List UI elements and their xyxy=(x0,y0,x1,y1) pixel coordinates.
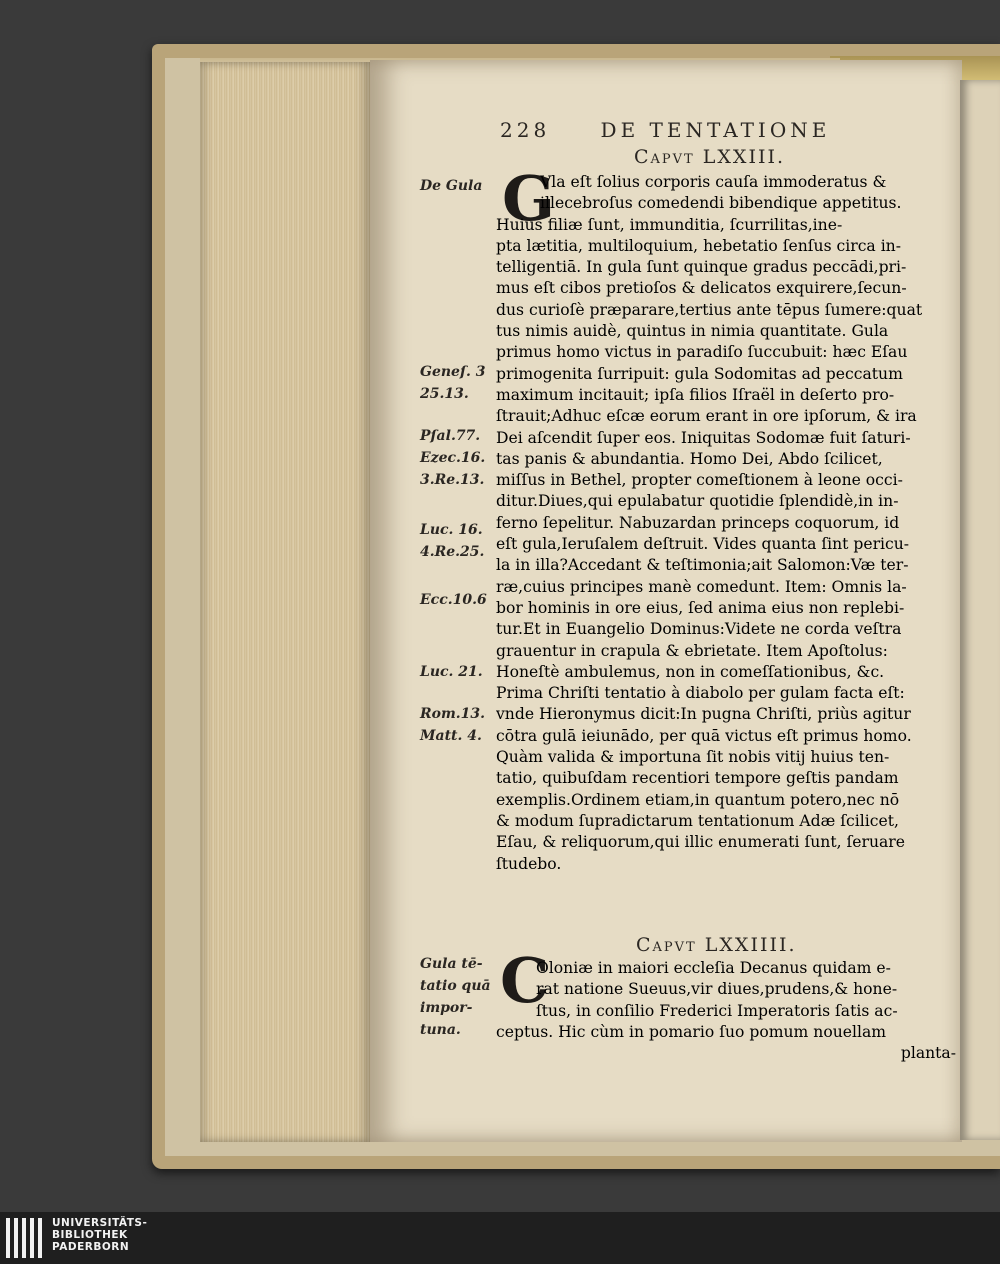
library-name-line: UNIVERSITÄTS- xyxy=(52,1217,148,1229)
page-block-edge xyxy=(200,62,370,1142)
text-line: grauentur in crapula & ebrietate. Item Apoſtolus: xyxy=(496,641,888,660)
text-line: ferno ſepelitur. Nabuzardan princeps coquorum, id xyxy=(496,513,900,532)
text-line: maximum incitauit; ipſa filios Iſraël in deſerto pro- xyxy=(496,385,895,404)
text-line: ræ,cuius principes manè comedunt. Item: Omnis la- xyxy=(496,577,907,596)
margin-note: Gula tē- xyxy=(420,956,483,972)
text-line: illecebroſus comedendi bibendique appetitus. xyxy=(540,194,902,213)
margin-note: Luc. 16. xyxy=(420,522,483,538)
chapter-body-text-2 xyxy=(496,958,956,1064)
chapter-heading: Capvt LXXIII. xyxy=(634,146,785,168)
margin-note: Luc. 21. xyxy=(420,664,483,680)
text-line: Oloniæ in maiori eccleſia Decanus quidam e- xyxy=(536,959,891,977)
text-line: planta- xyxy=(900,1044,956,1063)
text-line: telligentiā. In gula ſunt quinque gradus peccādi,pri- xyxy=(496,258,907,277)
text-line: & modum ſupradictarum tentationum Adæ ſcilicet, xyxy=(496,811,899,830)
running-head-title: DE TENTATIONE xyxy=(600,118,831,142)
text-line: ſtrauit;Adhuc eſcæ eorum erant in ore ipſorum, & ira xyxy=(496,407,917,426)
text-line: vnde Hieronymus dicit:In pugna Chriſti, priùs agitur xyxy=(496,705,911,724)
drop-cap-initial-2: C xyxy=(500,944,550,1017)
text-line: ditur.Diues,qui epulabatur quotidie ſplendidè,in in- xyxy=(496,492,899,511)
text-line: Quàm valida & importuna ſit nobis vitij huius ten- xyxy=(496,748,890,767)
text-line: cōtra gulā ieiunādo, per quā victus eſt primus homo. xyxy=(496,726,912,745)
footer-bar xyxy=(0,1212,1000,1264)
margin-note: 25.13. xyxy=(420,386,469,402)
running-head xyxy=(500,118,830,142)
text-line: Huius filiæ ſunt, immunditia, ſcurrilitas,ine- xyxy=(496,215,843,234)
margin-note: De Gula xyxy=(420,178,483,194)
text-line: tus nimis auidè, quintus in nimia quantitate. Gula xyxy=(496,322,889,341)
text-line: pta lætitia, multiloquium, hebetatio ſenſus circa in- xyxy=(496,236,901,255)
text-line: dus curioſè præparare,tertius ante tēpus ſumere:quat xyxy=(496,300,923,319)
text-line: eſt gula,Ieruſalem deſtruit. Vides quanta ſint pericu- xyxy=(496,535,910,554)
chapter-heading-2: Capvt LXXIIII. xyxy=(636,934,797,956)
text-line: Prima Chriſti tentatio à diabolo per gulam facta eſt: xyxy=(496,684,905,703)
text-line: Vla eſt ſolius corporis cauſa immoderatus & xyxy=(540,173,887,191)
text-line: Dei aſcendit ſuper eos. Iniquitas Sodomæ fuit ſaturi- xyxy=(496,428,911,447)
drop-cap-initial: G xyxy=(502,162,555,235)
library-name-line: BIBLIOTHEK xyxy=(52,1229,128,1241)
margin-note: tuna. xyxy=(420,1022,461,1038)
margin-note: Matt. 4. xyxy=(420,728,482,744)
text-line: rat natione Sueuus,vir diues,prudens,& hone- xyxy=(536,980,898,999)
text-line: ſtus, in conſilio Frederici Imperatoris ſatis ac- xyxy=(536,1001,898,1020)
margin-note: 4.Re.25. xyxy=(420,544,485,560)
margin-note: tatio quā xyxy=(420,978,491,994)
text-line: primus homo victus in paradiſo ſuccubuit: hæc Eſau xyxy=(496,343,908,362)
text-line: miſſus in Bethel, propter comeſtionem à leone occi- xyxy=(496,471,903,490)
chapter-body-text xyxy=(496,172,956,875)
page-number: 228 xyxy=(500,118,551,142)
margin-note: impor- xyxy=(420,1000,473,1016)
margin-note: Ezec.16. xyxy=(420,450,486,466)
facing-page-edge xyxy=(960,80,1000,1140)
library-name-line: PADERBORN xyxy=(52,1241,130,1253)
margin-note: Geneſ. 3 xyxy=(420,364,486,380)
library-logo-icon xyxy=(6,1218,46,1258)
margin-note: Pſal.77. xyxy=(420,428,481,444)
library-name xyxy=(52,1217,147,1253)
text-line: Eſau, & reliquorum,qui illic enumerati ſunt, ſeruare xyxy=(496,833,905,852)
text-line: tur.Et in Euangelio Dominus:Videte ne corda veſtra xyxy=(496,620,902,639)
text-line: tas panis & abundantia. Homo Dei, Abdo ſcilicet, xyxy=(496,449,883,468)
text-line: ceptus. Hic cùm in pomario ſuo pomum nouellam xyxy=(496,1022,887,1041)
margin-note: Ecc.10.6 xyxy=(420,592,487,608)
text-line: la in illa?Accedant & teſtimonia;ait Salomon:Væ ter- xyxy=(496,556,909,575)
margin-note: Rom.13. xyxy=(420,706,486,722)
text-line: ſtudebo. xyxy=(496,854,562,873)
text-line: mus eſt cibos pretioſos & delicatos exquirere,ſecun- xyxy=(496,279,907,298)
text-line: Honeſtè ambulemus, non in comeſſationibus, &c. xyxy=(496,662,885,681)
text-line: exemplis.Ordinem etiam,in quantum potero,nec nō xyxy=(496,790,900,809)
text-line: primogenita ſurripuit: gula Sodomitas ad peccatum xyxy=(496,364,903,383)
margin-note: 3.Re.13. xyxy=(420,472,485,488)
text-line: bor hominis in ore eius, ſed anima eius non replebi- xyxy=(496,598,905,617)
text-line: tatio, quibuſdam recentiori tempore geſtis pandam xyxy=(496,769,899,788)
